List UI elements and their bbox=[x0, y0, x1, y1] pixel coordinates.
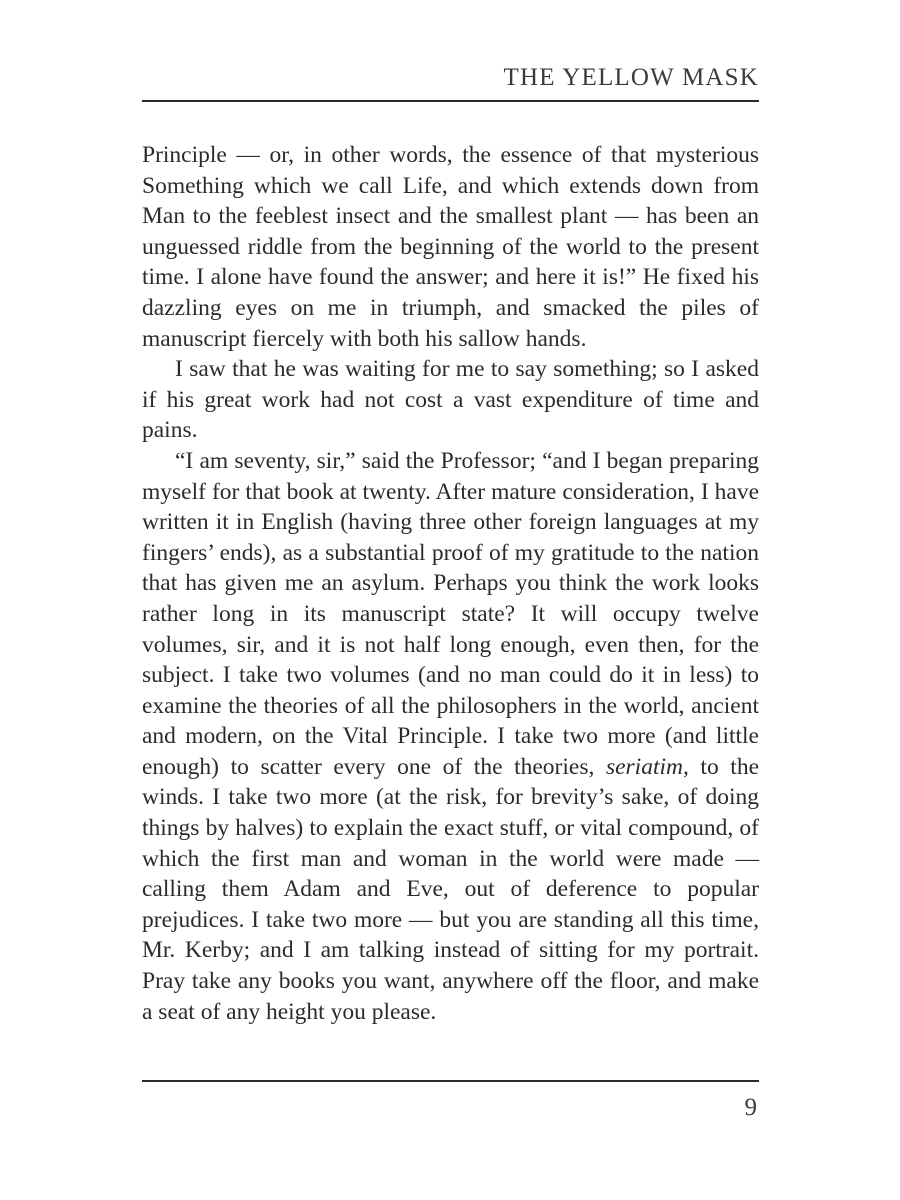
footer-rule bbox=[142, 1080, 759, 1082]
paragraph-1: Principle — or, in other words, the essence of that mysterious Something which we call Life, and which extends down from Man to the feeblest insect and the smallest plant — has been an unguessed riddle from the beginning of the world to the present time. I alone have found the answer; and here it is!” He fixed his dazzling eyes on me in triumph, and smacked the piles of manuscript fiercely with both his sallow hands. bbox=[142, 142, 759, 352]
italic-word-seriatim: seriatim bbox=[605, 753, 683, 780]
body-text bbox=[142, 140, 759, 1027]
paragraph-2: I saw that he was waiting for me to say something; so I asked if his great work had not cost a vast expenditure of time and pains. bbox=[142, 356, 759, 444]
paragraph-3-part-b: , to the winds. I take two more (at the risk, for brevity’s sake, of doing things by halves) to explain the exact stuff, or vital compound, of which the first man and woman in the world were made — calling them Adam and Eve, out of deference to popular prejudices. I take two more — but you are standing all this time, Mr. Kerby; and I am talking instead of sitting for my portrait. Pray take any books you want, anywhere off the floor, and make a seat of any height you please. bbox=[142, 753, 759, 1025]
running-head-title: THE YELLOW MASK bbox=[503, 64, 759, 91]
book-page bbox=[142, 0, 759, 1200]
header-rule bbox=[142, 100, 759, 102]
paragraph-3 bbox=[142, 446, 759, 1027]
paragraph-3-part-a: “I am seventy, sir,” said the Professor; “and I began preparing myself for that book at twenty. After mature consideration, I have written it in English (having three other foreign languages at my fingers’ ends), as a substantial proof of my gratitude to the nation that has given me an asylum. Perhaps you think the work looks rather long in its manuscript state? It will occupy twelve volumes, sir, and it is not half long enough, even then, for the subject. I take two volumes (and no man could do it in less) to examine the theories of all the philosophers in the world, ancient and modern, on the Vital Principle. I take two more (and little enough) to scatter every one of the theories, bbox=[142, 447, 759, 780]
page-number: 9 bbox=[744, 1094, 757, 1121]
